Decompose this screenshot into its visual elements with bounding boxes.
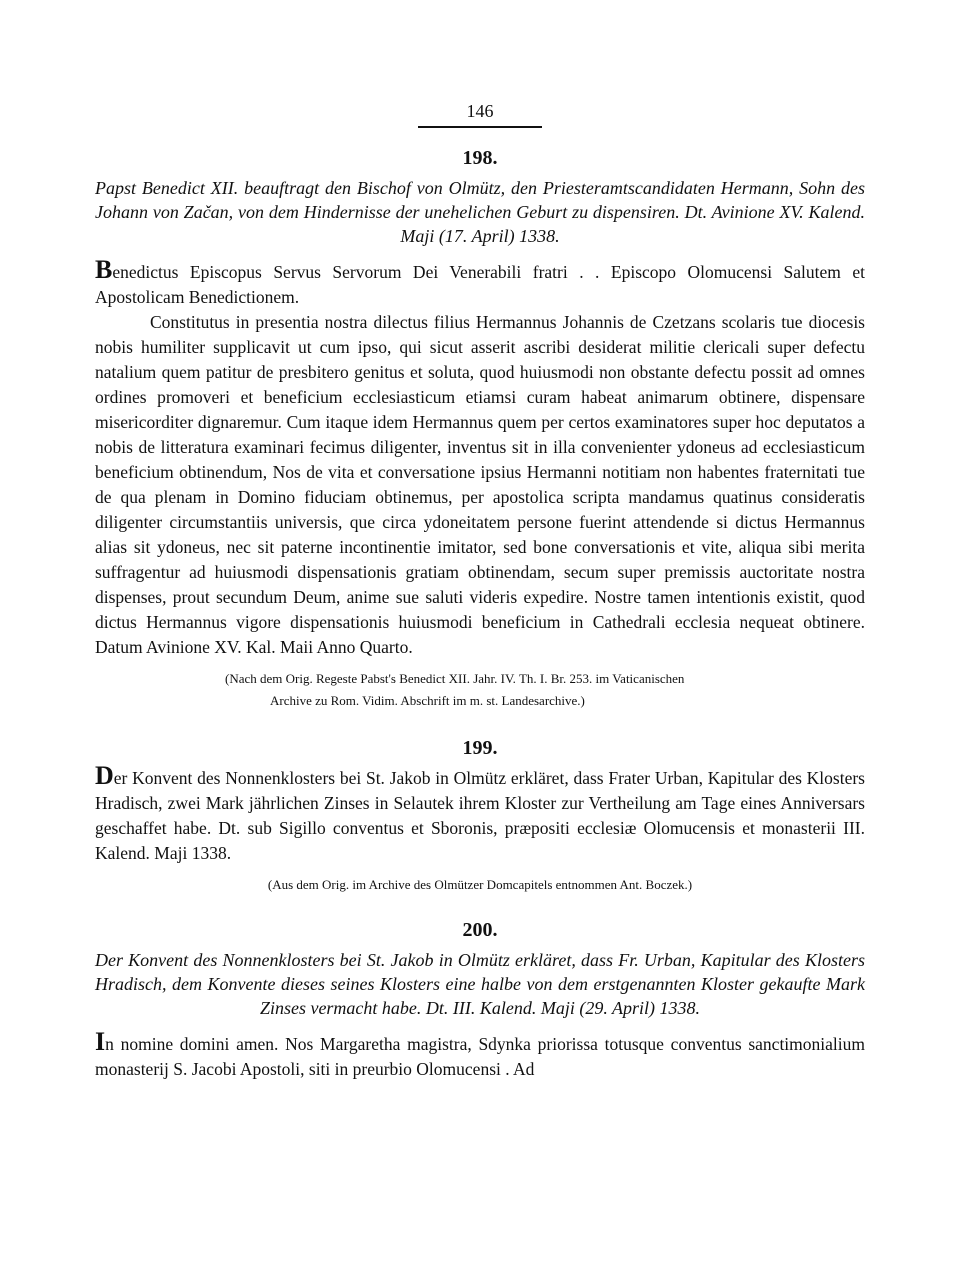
opening-formula [95, 255, 865, 310]
page-number: 146 [466, 101, 494, 121]
source-note-199: (Aus dem Orig. im Archive des Olmützer Domcapitels entnommen Ant. Boczek.) [267, 877, 693, 892]
document-number-200: 200. [462, 919, 498, 941]
document-text-200 [95, 1027, 865, 1082]
main-paragraph: Constitutus in presentia nostra dilectus filius Hermannus Johannis de Czetzans scolaris tue diocesis nobis humiliter supplicavit ut cum ipso, qui sicut asserit ascribi desiderat militie clericali super defectu natalium quem patitur de presbitero genitus et soluta, quod huiusmodi non obstante defectu possit ad omnes ordines promoveri et beneficium ecclesiasticum etiamsi curam habeat animarum obtinere, dispensare misericorditer dignaremur. Cum itaque idem Hermannus quem per certos examinatores super hoc deputatos a nobis de litteratura examinari fecimus diligenter, inventus sit in illa convenienter ydoneus ad ecclesiasticum beneficium obtinendum, Nos de vita et conversatione ipsius Hermanni notitiam non habentes fraternitati tue de qua plenam in Domino fiduciam obtinemus, per apostolica scripta mandamus quatinus consideratis diligenter circumstantiis universis, que circa ydoneitatem persone fuerint attendende si dictus Hermannus alias sit ydoneus, nec sit paterne incontinentie imitator, sed bone conversationis et vite, aliqua sibi merita suffragentur ad huiusmodi dispensationis gratiam obtinendam, secum super premissis auctoritate nostra dispenses, prout secundum Deum, anime sue saluti videris expedire. Nostre tamen intentionis existit, quod dictus Hermannus vigore dispensationis huiusmodi beneficium in Cathedrali ecclesia nequeat obtinere. Datum Avinione XV. Kal. Maii Anno Quarto. [95, 312, 865, 657]
source-note-198-line2: Archive zu Rom. Vidim. Abschrift im m. st. Landesarchive.) [270, 693, 585, 708]
regest-198: Papst Benedict XII. beauftragt den Bischof von Olmütz, den Priesteramtscandidaten Hermann, Sohn des Johann von Začan, von dem Hindernisse der unehelichen Geburt zu dispensiren. Dt. Avinione XV. Kalend. Maji (17. April) 1338. [95, 178, 865, 246]
initial-letter: B [95, 255, 113, 284]
regest-200: Der Konvent des Nonnenklosters bei St. Jakob in Olmütz erkläret, dass Fr. Urban, Kapitular des Klosters Hradisch, dem Konvente dieses seines Klosters eine halbe von dem erstgenannten Kloster gekaufte Mark Zinses vermacht habe. Dt. III. Kalend. Maji (29. April) 1338. [95, 950, 865, 1018]
body-text: n nomine domini amen. Nos Margaretha magistra, Sdynka priorissa totusque conventus sanctimonialium monasterij S. Jacobi Apostoli, siti in preurbio Olomucensi . Ad [95, 1034, 865, 1079]
body-text: er Konvent des Nonnenklosters bei St. Jakob in Olmütz erkläret, dass Frater Urban, Kapitular des Klosters Hradisch, zwei Mark jährlichen Zinses in Selautek ihrem Kloster zur Vertheilung am Tage eines Anniversars geschaffet habe. Dt. sub Sigillo conventus et Sboronis, præpositi ecclesiæ Olomucensis et monasterii III. Kalend. Maji 1338. [95, 768, 865, 863]
document-number-199: 199. [462, 737, 498, 759]
header-rule [418, 126, 542, 128]
document-number-198: 198. [462, 147, 498, 169]
document-text-198 [95, 255, 865, 660]
opening-text: enedictus Episcopus Servus Servorum Dei Venerabili fratri . . Episcopo Olomucensi Salutem et Apostolicam Benedictionem. [95, 262, 865, 307]
document-page [95, 100, 865, 1082]
initial-letter: I [95, 1027, 106, 1056]
source-note-198-line1: (Nach dem Orig. Regeste Pabst's Benedict XII. Jahr. IV. Th. I. Br. 253. im Vaticanischen [225, 671, 685, 686]
initial-letter: D [95, 761, 114, 790]
document-text-199 [95, 761, 865, 866]
